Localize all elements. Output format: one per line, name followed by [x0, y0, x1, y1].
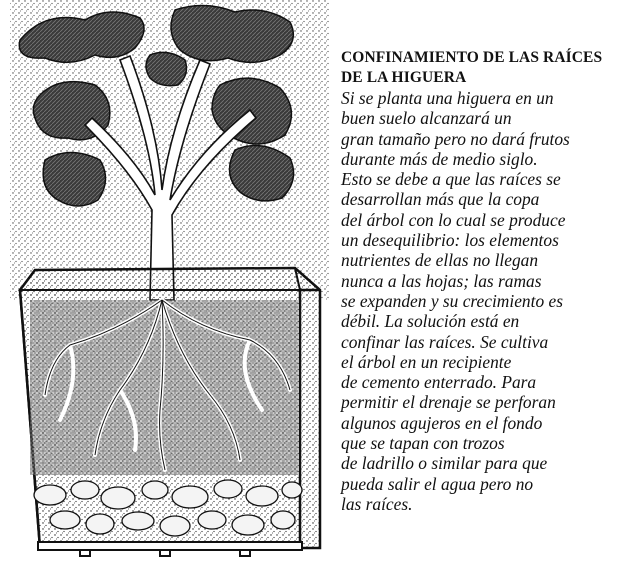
caption-title-line: CONFINAMIENTO DE LAS RAÍCES	[341, 49, 603, 66]
caption-body	[341, 88, 637, 514]
caption-body-line: de cemento enterrado. Para	[341, 372, 537, 393]
caption-body-line: nunca a las hojas; las ramas	[341, 270, 542, 291]
caption-body-line: permitir el drenaje se perforan	[341, 392, 556, 413]
caption-body-line: del árbol con lo cual se produce	[341, 209, 566, 230]
caption-body-line: algunos agujeros en el fondo	[341, 412, 543, 433]
caption-body-line: buen suelo alcanzará un	[341, 108, 512, 129]
caption-body-line: un desequilibrio: los elementos	[341, 230, 559, 251]
caption-body-line: Si se planta una higuera en un	[341, 88, 554, 108]
caption-body-line: el árbol en un recipiente	[341, 351, 512, 372]
caption-body-line: nutrientes de ellas no llegan	[341, 250, 539, 271]
caption-body-line: se expanden y su crecimiento es	[341, 290, 563, 311]
caption-body-line: durante más de medio siglo.	[341, 148, 538, 169]
caption-body-line: pueda salir el agua pero no	[341, 473, 534, 494]
caption-body-line: las raíces.	[341, 493, 413, 514]
caption-block	[341, 48, 637, 514]
caption-title	[341, 48, 637, 88]
caption-body-line: desarrollan más que la copa	[341, 189, 540, 210]
caption-title-line: DE LA HIGUERA	[341, 69, 467, 86]
caption-body-line: que se tapan con trozos	[341, 433, 505, 454]
caption-body-line: Esto se debe a que las raíces se	[341, 169, 561, 190]
caption-body-line: de ladrillo o similar para que	[341, 453, 548, 474]
caption-body-line: confinar las raíces. Se cultiva	[341, 331, 549, 352]
caption-body-line: débil. La solución está en	[341, 311, 520, 332]
container-base	[38, 542, 302, 556]
caption-body-line: gran tamaño pero no dará frutos	[341, 128, 570, 149]
